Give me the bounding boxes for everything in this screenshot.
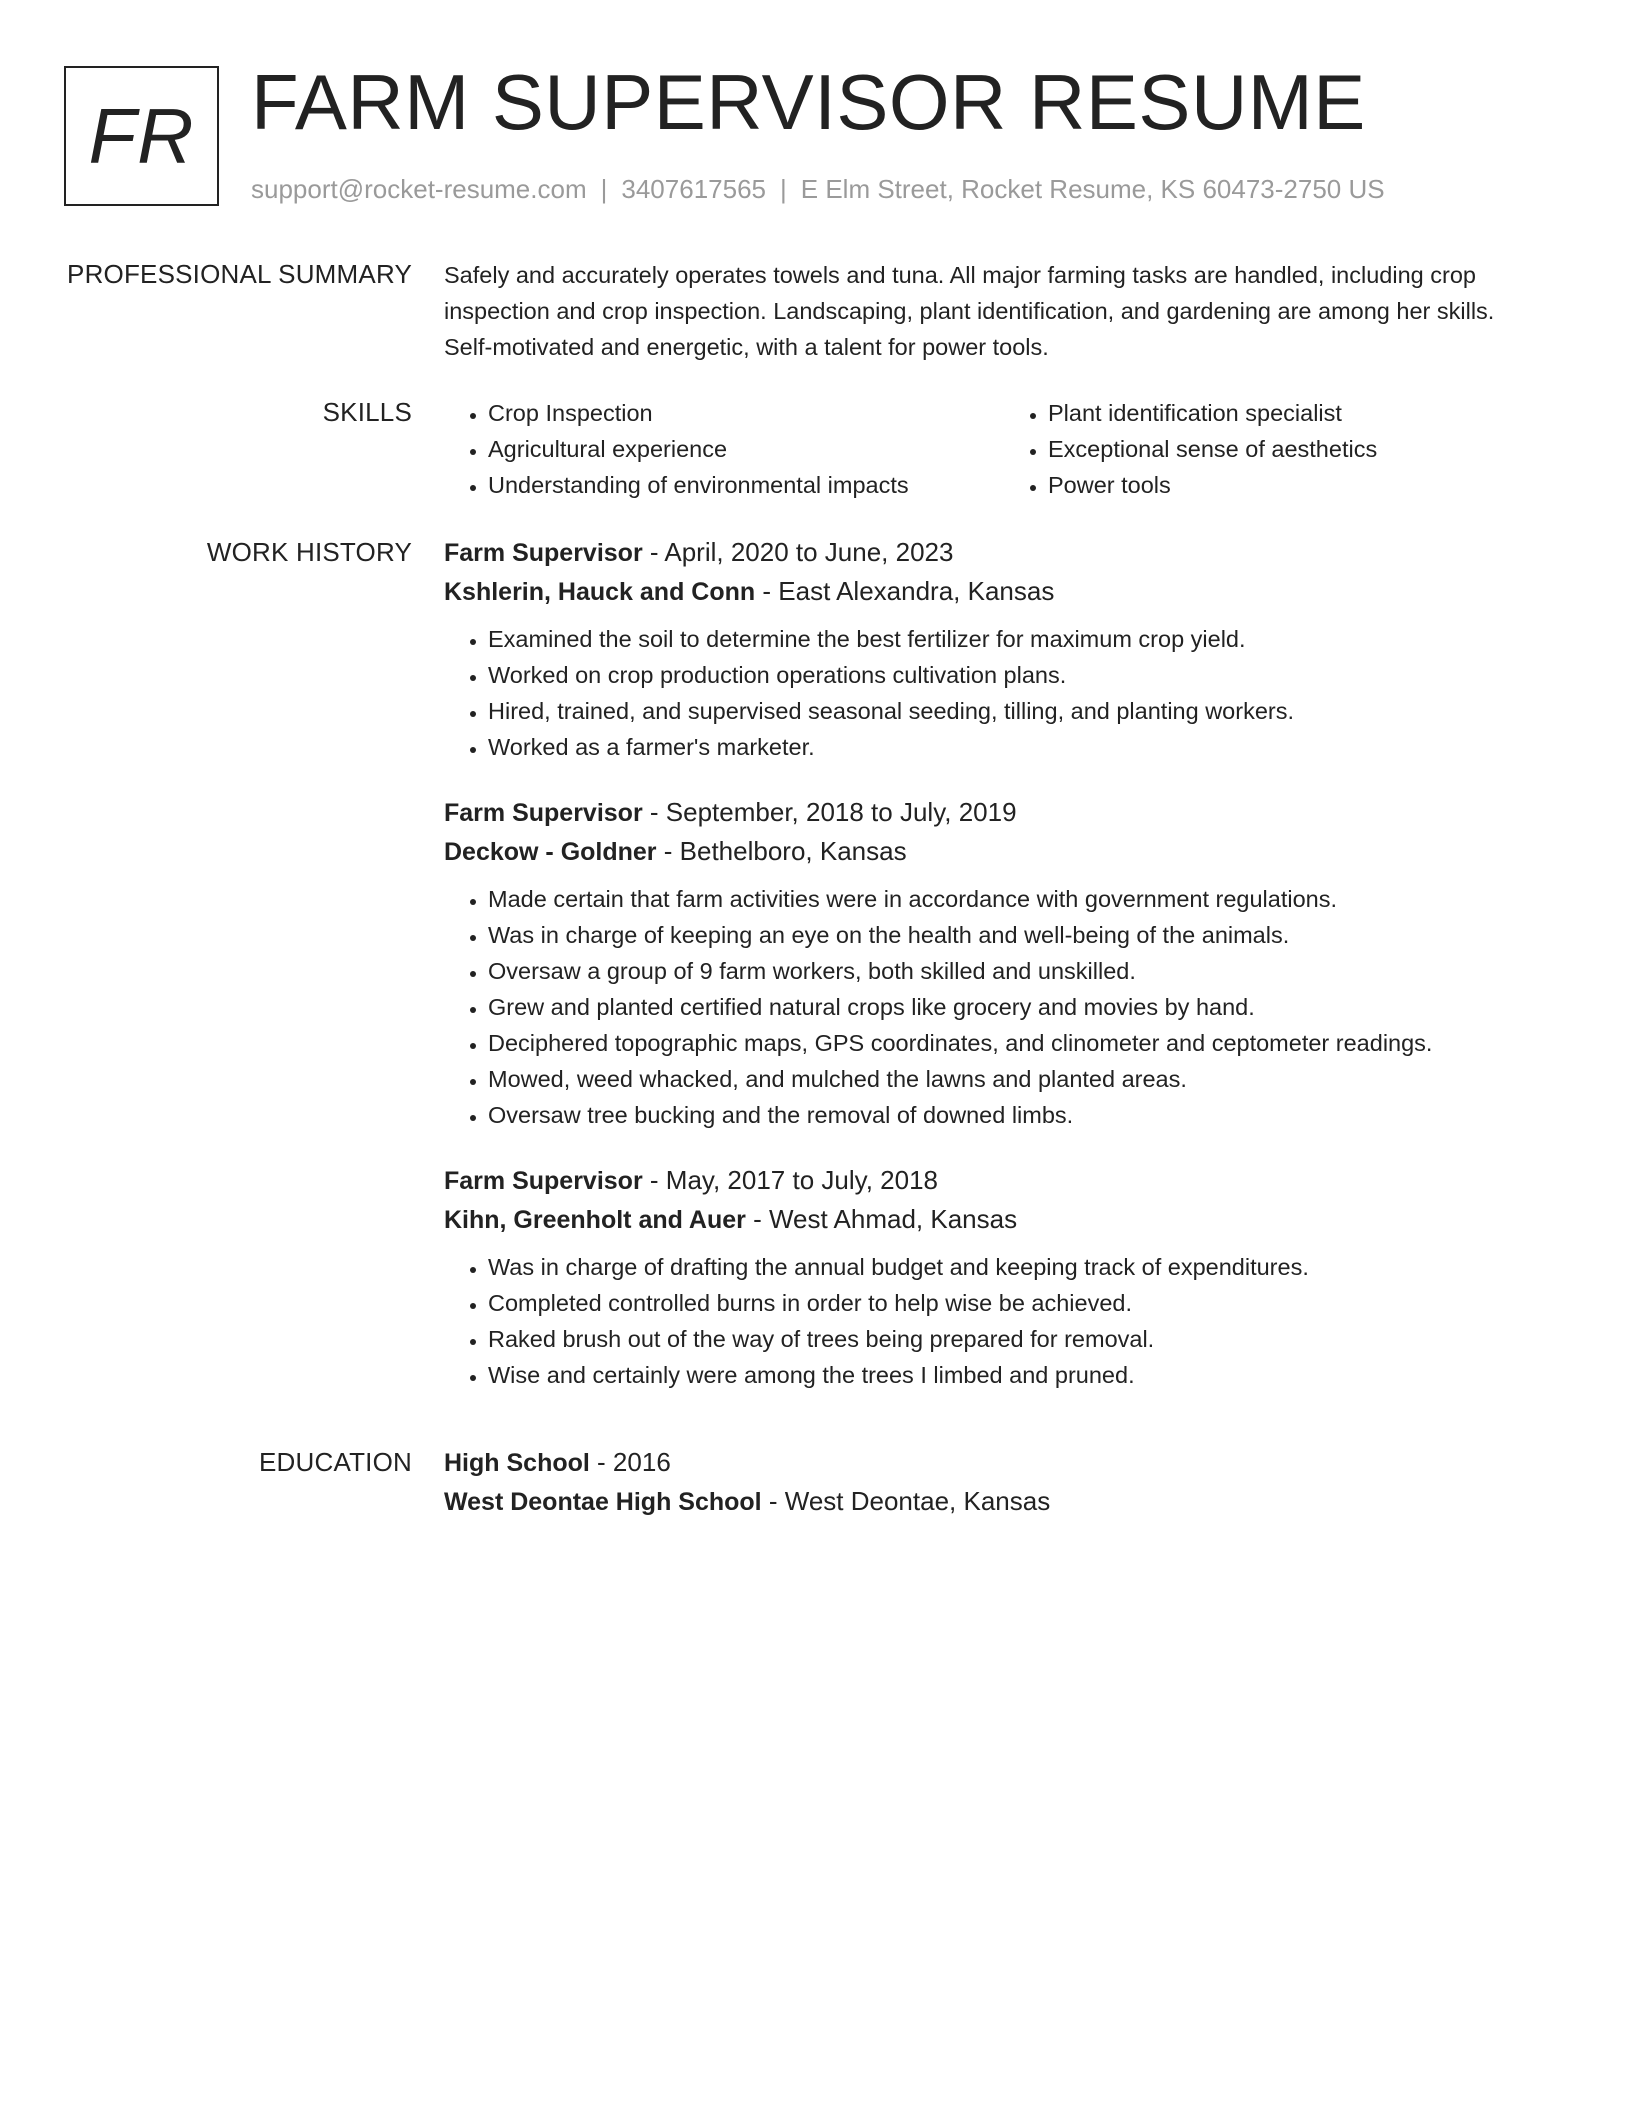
skill-item: • Power tools xyxy=(1048,467,1564,503)
skill-item: • Understanding of environmental impacts xyxy=(488,467,1004,503)
job-duties-list xyxy=(444,1249,1564,1393)
job-entry xyxy=(444,1161,1564,1393)
contact-address: E Elm Street, Rocket Resume, KS 60473-2750 US xyxy=(800,174,1385,204)
contact-separator: | xyxy=(780,174,787,204)
job-duty: • Was in charge of keeping an eye on the health and well-being of the animals. xyxy=(488,917,1564,953)
summary-text xyxy=(444,257,1564,365)
job-duty: • Deciphered topographic maps, GPS coordinates, and clinometer and ceptometer readings. xyxy=(488,1025,1564,1061)
job-duty: • Completed controlled burns in order to help wise be achieved. xyxy=(488,1285,1564,1321)
job-duty: • Made certain that farm activities were in accordance with government regulations. xyxy=(488,881,1564,917)
job-duties-list xyxy=(444,881,1564,1133)
job-duty: • Oversaw a group of 9 farm workers, both skilled and unskilled. xyxy=(488,953,1564,989)
job-dates: - April, 2020 to June, 2023 xyxy=(642,537,954,567)
job-company: Kshlerin, Hauck and Conn xyxy=(444,578,756,606)
job-company-line xyxy=(444,832,1564,871)
job-company-line xyxy=(444,572,1564,611)
job-duties-list xyxy=(444,621,1564,765)
skill-item: • Agricultural experience xyxy=(488,431,1004,467)
job-duty: • Hired, trained, and supervised seasonal seeding, tilling, and planting workers. xyxy=(488,693,1564,729)
education-school: West Deontae High School xyxy=(444,1488,762,1516)
job-dates: - May, 2017 to July, 2018 xyxy=(642,1165,938,1195)
job-dates: - September, 2018 to July, 2019 xyxy=(642,797,1017,827)
job-entry xyxy=(444,793,1564,1133)
skills-heading: SKILLS xyxy=(322,397,412,427)
summary-heading: PROFESSIONAL SUMMARY xyxy=(67,259,412,289)
summary-line: Self-motivated and energetic, with a talent for power tools. xyxy=(444,334,1049,360)
education-school-line xyxy=(444,1482,1564,1521)
summary-line: Safely and accurately operates towels and tuna. All major farming tasks are handled, including crop xyxy=(444,262,1476,288)
education-heading: EDUCATION xyxy=(259,1447,412,1477)
job-duty: • Oversaw tree bucking and the removal of downed limbs. xyxy=(488,1097,1564,1133)
skill-item: • Plant identification specialist xyxy=(1048,395,1564,431)
contact-phone: 3407617565 xyxy=(621,174,766,204)
job-duty: • Mowed, weed whacked, and mulched the lawns and planted areas. xyxy=(488,1061,1564,1097)
job-title-line xyxy=(444,793,1564,832)
job-duty: • Worked on crop production operations cultivation plans. xyxy=(488,657,1564,693)
work-history-body xyxy=(444,533,1564,1421)
contact-email: support@rocket-resume.com xyxy=(251,174,587,204)
job-duty: • Was in charge of drafting the annual budget and keeping track of expenditures. xyxy=(488,1249,1564,1285)
skill-item: • Exceptional sense of aesthetics xyxy=(1048,431,1564,467)
job-title: Farm Supervisor xyxy=(444,539,643,567)
job-company: Deckow - Goldner xyxy=(444,838,657,866)
job-duty: • Wise and certainly were among the trees I limbed and pruned. xyxy=(488,1357,1564,1393)
job-location: - Bethelboro, Kansas xyxy=(656,836,907,866)
work-history-heading: WORK HISTORY xyxy=(206,537,412,567)
job-location: - West Ahmad, Kansas xyxy=(745,1204,1018,1234)
education-degree: High School xyxy=(444,1449,590,1477)
monogram-logo: FR xyxy=(64,66,219,206)
page-title: FARM SUPERVISOR RESUME xyxy=(251,58,1366,146)
job-company-line xyxy=(444,1200,1564,1239)
education-degree-line xyxy=(444,1443,1564,1482)
job-entry xyxy=(444,533,1564,765)
education-location: - West Deontae, Kansas xyxy=(761,1486,1051,1516)
summary-body xyxy=(444,257,1564,365)
skills-list-left xyxy=(444,395,1004,503)
job-duty: • Examined the soil to determine the best fertilizer for maximum crop yield. xyxy=(488,621,1564,657)
summary-line: inspection and crop inspection. Landscaping, plant identification, and gardening are among her skills. xyxy=(444,298,1495,324)
job-location: - East Alexandra, Kansas xyxy=(755,576,1055,606)
contact-line xyxy=(251,174,1385,204)
job-title: Farm Supervisor xyxy=(444,799,643,827)
job-company: Kihn, Greenholt and Auer xyxy=(444,1206,746,1234)
education-year: - 2016 xyxy=(589,1447,671,1477)
job-title-line xyxy=(444,533,1564,572)
job-duty: • Grew and planted certified natural crops like grocery and movies by hand. xyxy=(488,989,1564,1025)
skills-columns xyxy=(444,395,1564,503)
skills-list-right xyxy=(1004,395,1564,503)
job-title-line xyxy=(444,1161,1564,1200)
job-duty: • Worked as a farmer's marketer. xyxy=(488,729,1564,765)
job-title: Farm Supervisor xyxy=(444,1167,643,1195)
job-duty: • Raked brush out of the way of trees being prepared for removal. xyxy=(488,1321,1564,1357)
skill-item: • Crop Inspection xyxy=(488,395,1004,431)
contact-separator: | xyxy=(600,174,608,204)
education-body xyxy=(444,1443,1564,1521)
skills-body xyxy=(444,395,1564,503)
